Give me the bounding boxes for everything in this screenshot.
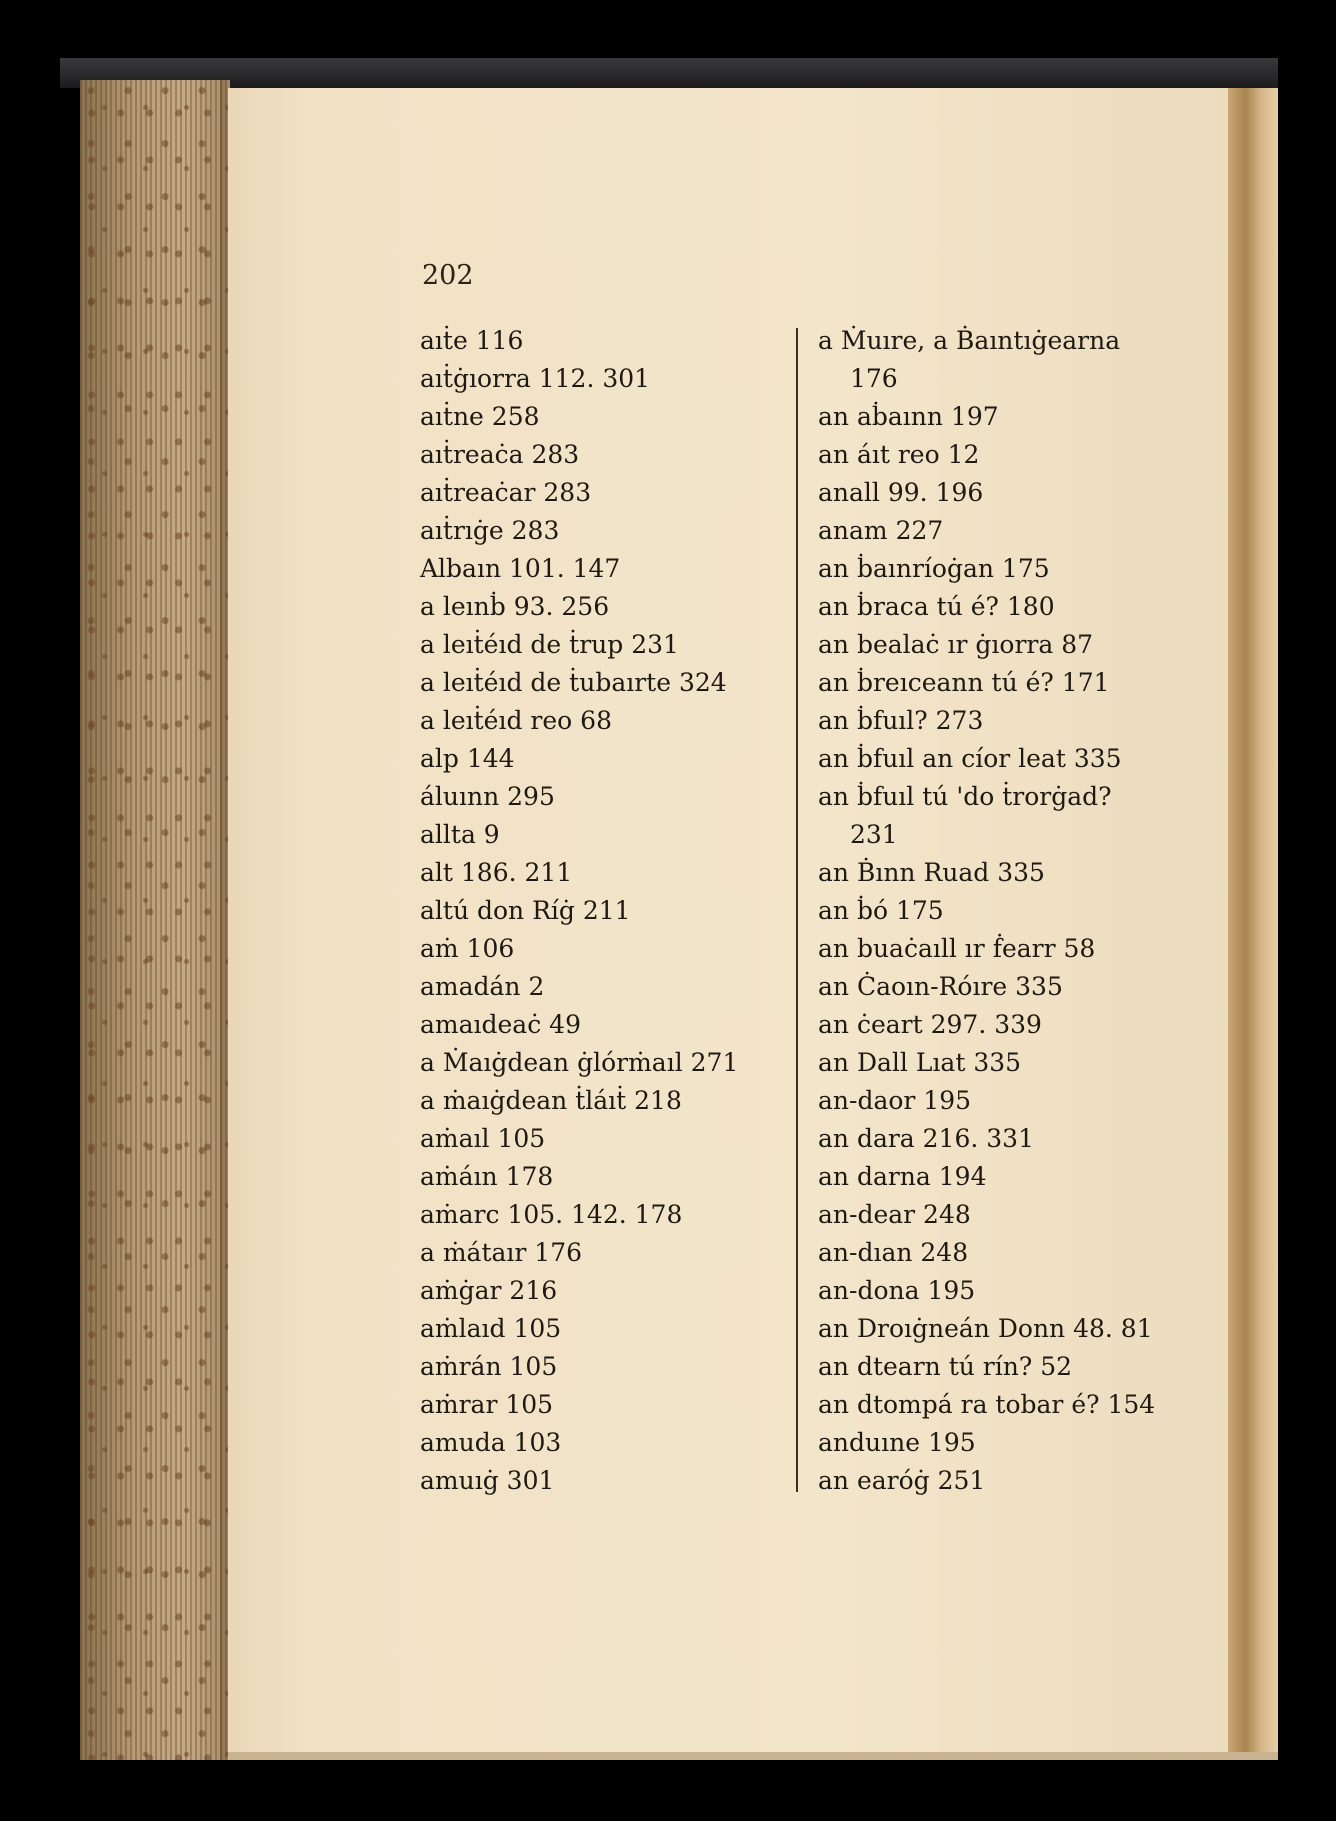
index-entry: a leınḃ 93. 256 — [420, 592, 610, 621]
index-entry: aıṫne 258 — [420, 402, 540, 431]
index-entry: an ċeart 297. 339 — [818, 1010, 1042, 1039]
index-entry: anduıne 195 — [818, 1428, 976, 1457]
index-entry: aṁlaıd 105 — [420, 1314, 562, 1343]
index-entry: alp 144 — [420, 744, 515, 773]
index-entry: an ḃfuıl tú 'do ṫrorġad? — [818, 782, 1112, 811]
index-entry: an ḃó 175 — [818, 896, 944, 925]
index-entry: a Ṁaıġdean ġlórṁaıl 271 — [420, 1048, 739, 1077]
index-entry: an ḃfuıl an cíor leat 335 — [818, 744, 1122, 773]
index-entry: a ṁátaır 176 — [420, 1238, 583, 1267]
top-band — [60, 58, 1278, 88]
index-entry: an áıt reo 12 — [818, 440, 980, 469]
index-entry: an ḃraca tú é? 180 — [818, 592, 1055, 621]
index-entry: aṁarc 105. 142. 178 — [420, 1200, 683, 1229]
index-entry: alt 186. 211 — [420, 858, 573, 887]
index-entry: an aḃaınn 197 — [818, 402, 999, 431]
page-number: 202 — [422, 260, 474, 291]
index-entry: an Droıġneán Donn 48. 81 — [818, 1314, 1153, 1343]
index-entry: a Ṁuıre, a Ḃaıntıġearna — [818, 326, 1121, 355]
index-entry: an-dona 195 — [818, 1276, 976, 1305]
index-entry: amuda 103 — [420, 1428, 562, 1457]
index-entry: Albaın 101. 147 — [420, 554, 621, 583]
index-entry: aṁġar 216 — [420, 1276, 558, 1305]
book-gutter — [1228, 88, 1278, 1760]
index-entry: aṁ 106 — [420, 934, 515, 963]
index-entry: an bealaċ ır ġıorra 87 — [818, 630, 1094, 659]
index-entry: an Ċaoın-Róıre 335 — [818, 972, 1063, 1001]
index-entry: aıṫġıorra 112. 301 — [420, 364, 651, 393]
index-entry: aıṫreaċar 283 — [420, 478, 592, 507]
index-entry: amadán 2 — [420, 972, 545, 1001]
index-entry: a leıṫéıd reo 68 — [420, 706, 612, 735]
index-entry: an-dıan 248 — [818, 1238, 969, 1267]
index-column-left — [420, 322, 780, 1500]
index-column-right — [818, 322, 1228, 1500]
index-entry: aṁáın 178 — [420, 1162, 554, 1191]
page-bottom-edge — [228, 1752, 1278, 1760]
index-entry: an Ḃınn Ruad 335 — [818, 858, 1045, 887]
index-entry: anam 227 — [818, 516, 944, 545]
index-entry: 231 — [850, 820, 898, 849]
index-entry: an-dear 248 — [818, 1200, 971, 1229]
index-entry: aṁrán 105 — [420, 1352, 558, 1381]
index-entry: an Dall Lıat 335 — [818, 1048, 1022, 1077]
index-entry: aṁaıl 105 — [420, 1124, 546, 1153]
column-divider — [796, 328, 798, 1492]
index-entry: allta 9 — [420, 820, 500, 849]
page-edge-stack — [80, 80, 230, 1760]
index-entry: an dtompá ra tobar é? 154 — [818, 1390, 1156, 1419]
index-entry: altú don Ríġ 211 — [420, 896, 631, 925]
index-entry: a leıṫéıd de ṫrup 231 — [420, 630, 679, 659]
index-entry: amuıġ 301 — [420, 1466, 555, 1495]
index-entry: an dtearn tú rín? 52 — [818, 1352, 1073, 1381]
index-entry: a ṁaıġdean ṫláıṫ 218 — [420, 1086, 682, 1115]
index-entry: an-daor 195 — [818, 1086, 972, 1115]
index-entry: 176 — [850, 364, 898, 393]
index-entry: an darna 194 — [818, 1162, 987, 1191]
index-entry: an ḃfuıl? 273 — [818, 706, 984, 735]
index-entry: anall 99. 196 — [818, 478, 984, 507]
index-entry: aıṫe 116 — [420, 326, 524, 355]
index-entry: aıṫrıġe 283 — [420, 516, 560, 545]
index-entry: áluınn 295 — [420, 782, 555, 811]
index-entry: an ḃreıceann tú é? 171 — [818, 668, 1110, 697]
index-entry: aṁrar 105 — [420, 1390, 554, 1419]
index-entry: an dara 216. 331 — [818, 1124, 1034, 1153]
index-entry: amaıdeaċ 49 — [420, 1010, 581, 1039]
index-entry: an buaċaıll ır ḟearr 58 — [818, 934, 1096, 963]
index-entry: aıṫreaċa 283 — [420, 440, 580, 469]
index-entry: an earóġ 251 — [818, 1466, 986, 1495]
index-entry: an ḃaınríoġan 175 — [818, 554, 1050, 583]
index-entry: a leıṫéıd de ṫubaırte 324 — [420, 668, 727, 697]
